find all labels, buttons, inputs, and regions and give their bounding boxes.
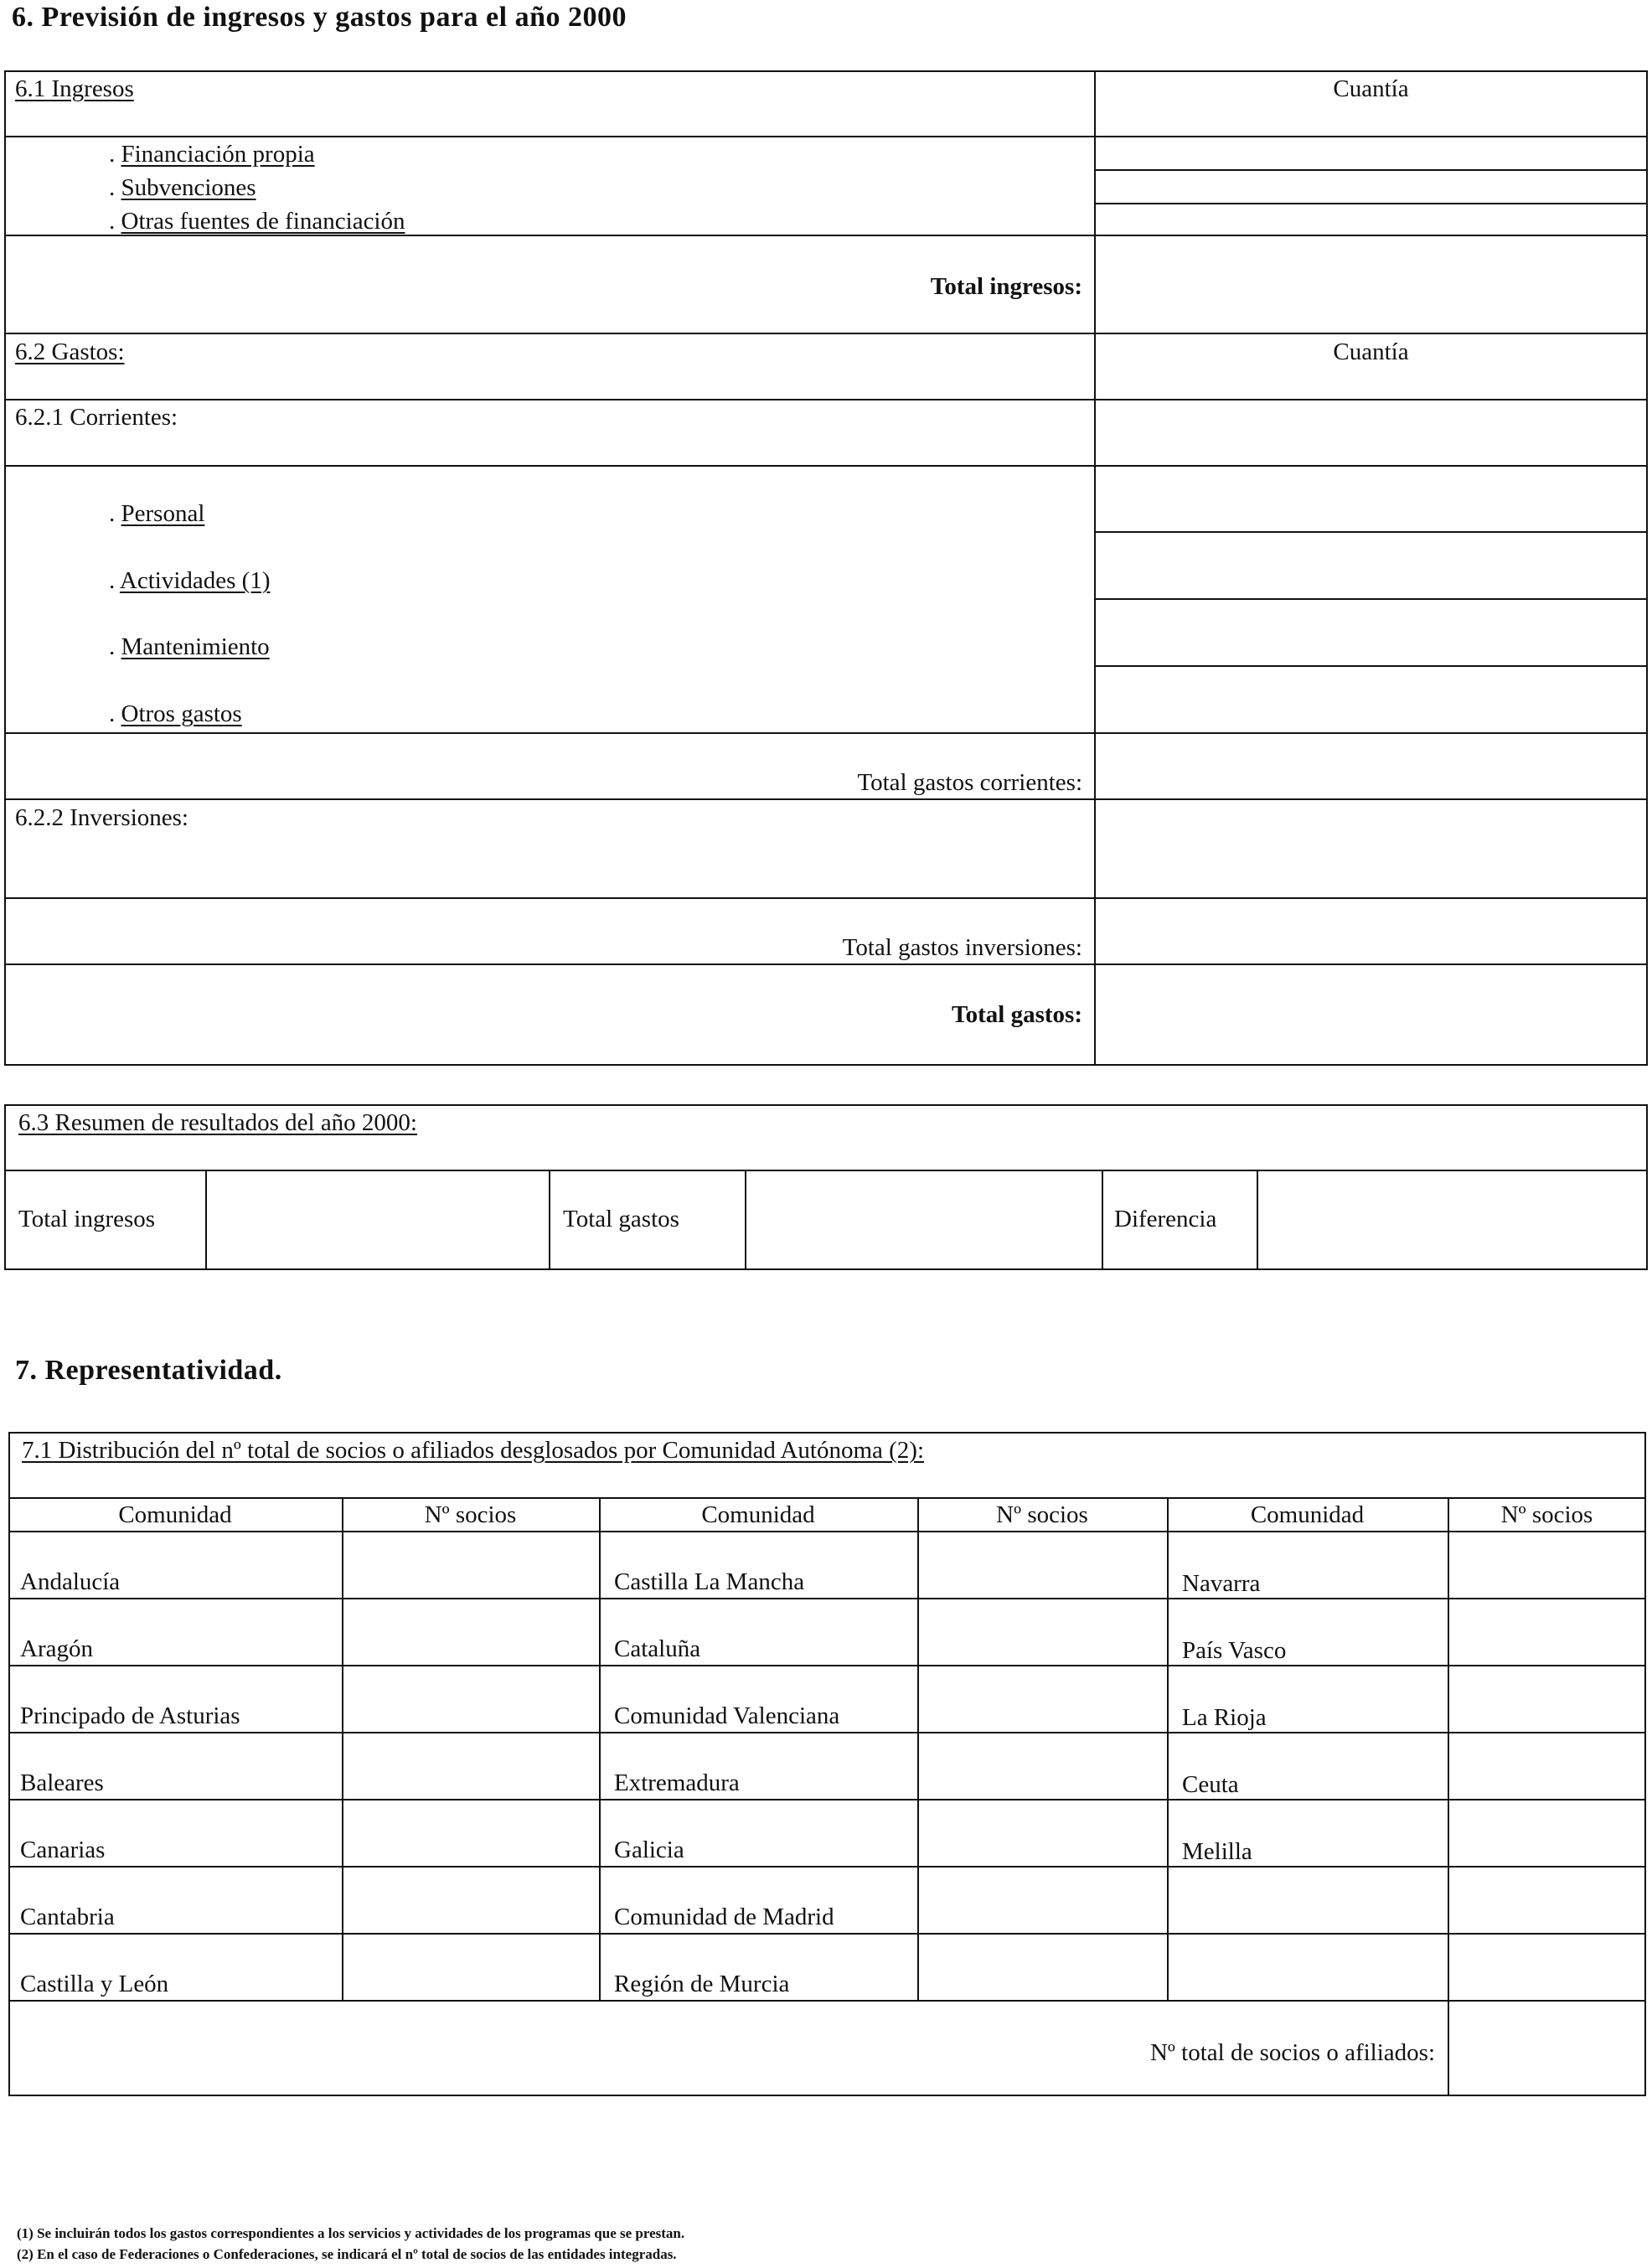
section-6-heading: 6. Previsión de ingresos y gastos para el año 2000: [12, 2, 627, 33]
table-cell: Aragón: [20, 1635, 93, 1662]
inversiones-label: 6.2.2 Inversiones:: [15, 804, 188, 831]
header-comunidad-1: Comunidad: [118, 1501, 232, 1528]
table-cell: Comunidad Valenciana: [614, 1702, 840, 1729]
table-cell: Castilla La Mancha: [614, 1568, 805, 1595]
table-cell: Cantabria: [20, 1904, 115, 1930]
total-ingresos-label: Total ingresos:: [930, 273, 1082, 300]
members-subheading: 7.1 Distribución del nº total de socios o afiliados desglosados por Comunidad Autónoma (2):: [22, 1437, 925, 1464]
table-cell: Galicia: [614, 1837, 684, 1863]
gastos-amount-header: Cuantía: [1333, 338, 1409, 365]
header-comunidad-2: Comunidad: [701, 1501, 815, 1528]
resumen-label: 6.3 Resumen de resultados del año 2000:: [18, 1109, 417, 1136]
table-cell: Comunidad de Madrid: [614, 1904, 834, 1930]
footnote-2: (2) En el caso de Federaciones o Confederaciones, se indicará el nº total de socios de las entidades integradas.: [17, 2246, 677, 2262]
table-cell: Navarra: [1182, 1570, 1261, 1597]
table-cell: Principado de Asturias: [20, 1702, 240, 1729]
table-cell: Baleares: [20, 1769, 104, 1796]
table-cell: La Rioja: [1182, 1704, 1267, 1731]
amount-column-divider: [1094, 70, 1096, 1066]
table-cell: País Vasco: [1182, 1637, 1287, 1664]
total-gastos-label: Total gastos:: [951, 1001, 1082, 1028]
gasto-item-actividades: . Actividades (1): [109, 567, 271, 594]
ingreso-item-financiacion: . Financiación propia: [109, 141, 315, 168]
table-cell: Cataluña: [614, 1635, 701, 1662]
table-cell: Canarias: [20, 1837, 106, 1863]
gasto-item-personal: . Personal: [109, 500, 205, 527]
table-cell: Andalucía: [20, 1568, 121, 1595]
total-inversiones-label: Total gastos inversiones:: [842, 934, 1082, 961]
resumen-diferencia: Diferencia: [1114, 1206, 1217, 1232]
gasto-item-mantenimiento: . Mantenimiento: [109, 633, 270, 660]
footnote-1: (1) Se incluirán todos los gastos correspondientes a los servicios y actividades de los programas que se prestan.: [17, 2225, 685, 2241]
header-socios-3: Nº socios: [1500, 1501, 1593, 1528]
corrientes-label: 6.2.1 Corrientes:: [15, 404, 178, 431]
resumen-total-ingresos: Total ingresos: [18, 1206, 156, 1232]
table-cell: Ceuta: [1182, 1771, 1239, 1798]
header-socios-1: Nº socios: [424, 1501, 517, 1528]
resumen-total-gastos: Total gastos: [563, 1206, 679, 1232]
table-cell: Región de Murcia: [614, 1971, 790, 1997]
gasto-item-otros: . Otros gastos: [109, 700, 242, 727]
gastos-label: 6.2 Gastos:: [15, 338, 125, 365]
header-comunidad-3: Comunidad: [1250, 1501, 1365, 1528]
table-cell: Melilla: [1182, 1838, 1252, 1865]
section-7-heading: 7. Representatividad.: [15, 1355, 282, 1386]
table-cell: Extremadura: [614, 1769, 740, 1796]
total-corrientes-label: Total gastos corrientes:: [857, 769, 1082, 796]
ingreso-item-otras: . Otras fuentes de financiación: [109, 208, 405, 235]
total-socios-label: Nº total de socios o afiliados:: [1149, 2039, 1435, 2066]
header-socios-2: Nº socios: [996, 1501, 1088, 1528]
ingresos-amount-header: Cuantía: [1333, 75, 1409, 102]
table-cell: Castilla y León: [20, 1971, 169, 1997]
ingresos-label: 6.1 Ingresos: [15, 75, 134, 102]
ingreso-item-subvenciones: . Subvenciones: [109, 174, 256, 201]
